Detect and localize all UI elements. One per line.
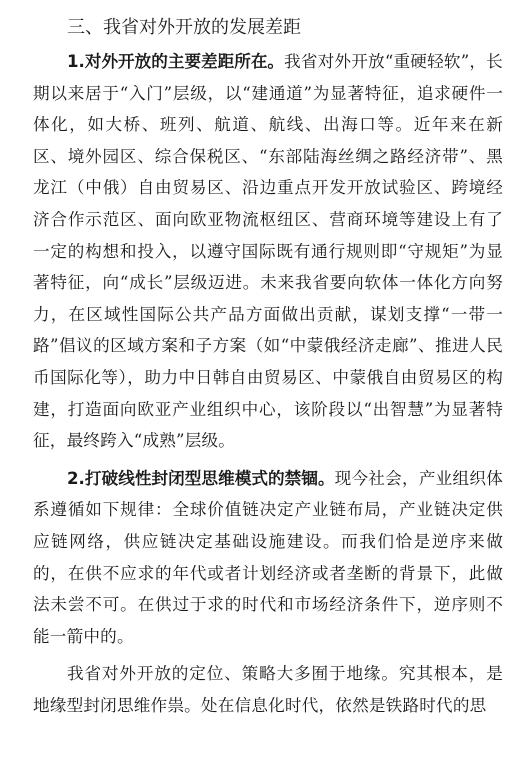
section-heading: 三、我省对外开放的发展差距 — [67, 17, 301, 38]
paragraph-2-text: 现今社会，产业组织体系遵循如下规律：全球价值链决定产业链布局，产业链决定供应链网络，供应链决定基础设施建设。而我们恰是逆序来做的，在供不应求的年代或者计划经济或者垄断的背景下，此做法未尝不可。在供过于求的时代和市场经济条件下，逆序则不能一箭中的。 — [33, 468, 503, 646]
paragraph-1-lead: 1.对外开放的主要差距所在。 — [67, 52, 285, 71]
paragraph-3-text: 我省对外开放的定位、策略大多囿于地缘。究其根本，是地缘型封闭思维作祟。处在信息化时代，依然是铁路时代的思 — [33, 664, 503, 715]
document-page — [33, 14, 503, 727]
paragraph-2 — [33, 463, 503, 653]
paragraph-2-lead: 2.打破线性封闭型思维模式的禁锢。 — [67, 468, 335, 488]
paragraph-1-text: 我省对外开放“重硬轻软”，长期以来居于“入门”层级，以“建通道”为显著特征，追求硬件一体化，如大桥、班列、航道、航线、出海口等。近年来在新区、境外园区、综合保税区、“东部陆海丝绸之路经济带”、黑龙江（中俄）自由贸易区、沿边重点开发开放试验区、跨境经济合作示范区、面向欧亚物流枢纽区、营商环境等建设上有了一定的构想和投入，以遵守国际既有通行规则即“守规矩”为显著特征，向“成长”层级迈进。未来我省要向软体一体化方向努力，在区域性国际公共产品方面做出贡献，谋划支撑“一带一路”倡议的区域方案和子方案（如“中蒙俄经济走廊”、推进人民币国际化等），助力中日韩自由贸易区、中蒙俄自由贸易区的构建，打造面向欧亚产业组织中心，该阶段以“出智慧”为显著特征，最终跨入“成熟”层级。 — [33, 52, 503, 451]
paragraph-3 — [33, 658, 503, 721]
paragraph-1 — [33, 46, 503, 457]
